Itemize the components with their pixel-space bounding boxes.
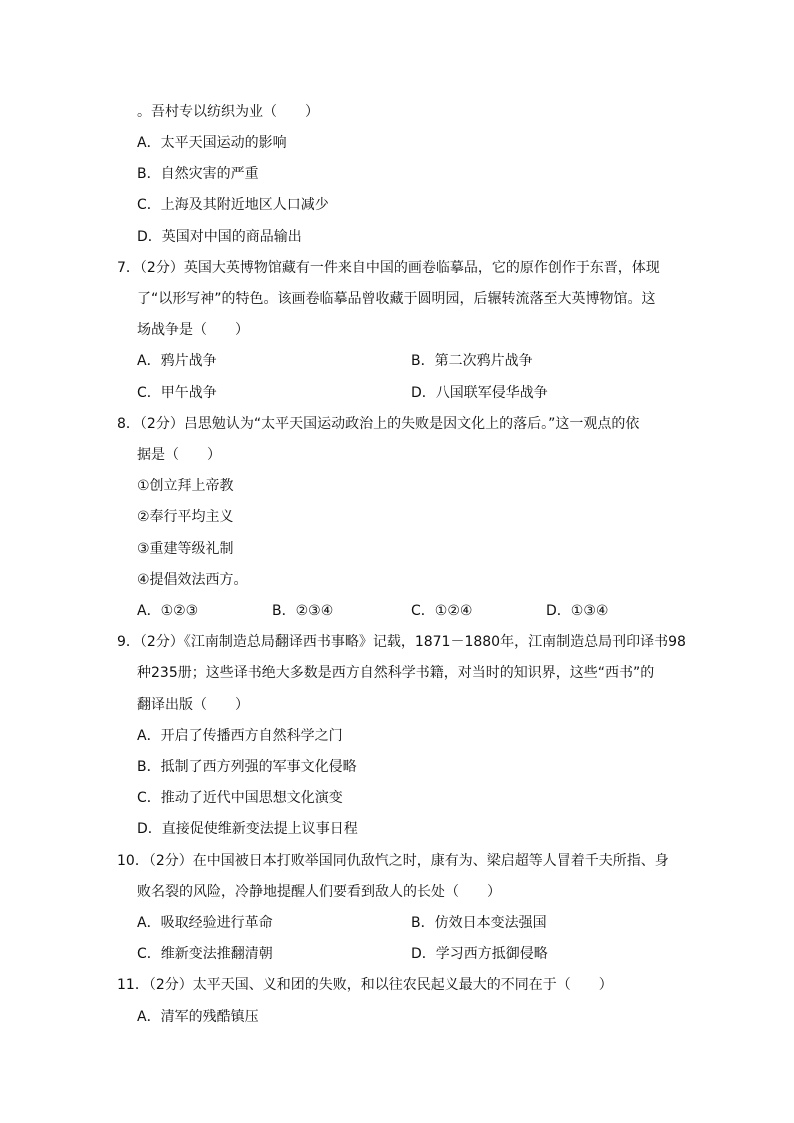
- q7-option-d: D．八国联军侵华战争: [411, 385, 548, 401]
- q6-option-b: B．自然灾害的严重: [137, 166, 259, 182]
- question-11-stem-line-1: 11．（2分）太平天国、义和团的失败，和以往农民起义最大的不同在于（ ）: [117, 977, 613, 993]
- question-9-stem-line-2: 种235册；这些译书绝大多数是西方自然科学书籍，对当时的知识界，这些“西书”的: [137, 665, 655, 681]
- q9-option-a: A．开启了传播西方自然科学之门: [137, 728, 343, 744]
- q9-option-c: C．推动了近代中国思想文化演变: [137, 790, 343, 806]
- question-9-stem-line-3: 翻译出版（ ）: [137, 697, 249, 713]
- q6-option-d: D．英国对中国的商品输出: [137, 229, 302, 245]
- q8-item-1: ①创立拜上帝教: [137, 478, 234, 494]
- question-9-stem-line-1: 9．（2分）《江南制造总局翻译西书事略》记载，1871－1880年，江南制造总局刊印译书98: [117, 634, 686, 650]
- q6-option-a: A．太平天国运动的影响: [137, 135, 287, 151]
- question-8-stem-line-2: 据是（ ）: [137, 447, 221, 463]
- q10-option-c: C．维新变法推翻清朝: [137, 946, 273, 962]
- q8-option-c: C．①②④: [411, 603, 473, 619]
- q8-item-4: ④提倡效法西方。: [137, 572, 248, 588]
- question-8-stem-line-1: 8．（2分）吕思勉认为“太平天国运动政治上的失败是因文化上的落后。”这一观点的依: [117, 416, 640, 432]
- q9-option-b: B．抵制了西方列强的军事文化侵略: [137, 759, 357, 775]
- q8-option-a: A．①②③: [137, 603, 199, 619]
- q10-option-b: B．仿效日本变法强国: [411, 915, 547, 931]
- q7-option-c: C．甲午战争: [137, 385, 217, 401]
- question-7-stem-line-1: 7．（2分）英国大英博物馆藏有一件来自中国的画卷临摹品，它的原作创作于东晋，体现: [117, 260, 660, 276]
- question-6-stem-tail: 。吾村专以纺织为业（ ）: [137, 104, 319, 120]
- q6-option-c: C．上海及其附近地区人口减少: [137, 197, 329, 213]
- q8-item-2: ②奉行平均主义: [137, 509, 234, 525]
- question-7-stem-line-2: 了“以形写神”的特色。该画卷临摹品曾收藏于圆明园，后辗转流落至大英博物馆。这: [137, 291, 656, 307]
- q10-option-a: A．吸取经验进行革命: [137, 915, 273, 931]
- question-7-stem-line-3: 场战争是（ ）: [137, 322, 249, 338]
- q9-option-d: D．直接促使维新变法提上议事日程: [137, 821, 358, 837]
- q8-item-3: ③重建等级礼制: [137, 541, 234, 557]
- q7-option-b: B．第二次鸦片战争: [411, 353, 533, 369]
- q7-option-a: A．鸦片战争: [137, 353, 217, 369]
- question-10-stem-line-2: 败名裂的风险，冷静地提醒人们要看到敌人的长处（ ）: [137, 884, 501, 900]
- q8-option-d: D．①③④: [546, 603, 609, 619]
- q8-option-b: B．②③④: [272, 603, 334, 619]
- question-10-stem-line-1: 10．（2分）在中国被日本打败举国同仇敌忾之时，康有为、梁启超等人冒着千夫所指、身: [117, 853, 669, 869]
- q11-option-a: A．清军的残酷镇压: [137, 1009, 259, 1025]
- q10-option-d: D．学习西方抵御侵略: [411, 946, 548, 962]
